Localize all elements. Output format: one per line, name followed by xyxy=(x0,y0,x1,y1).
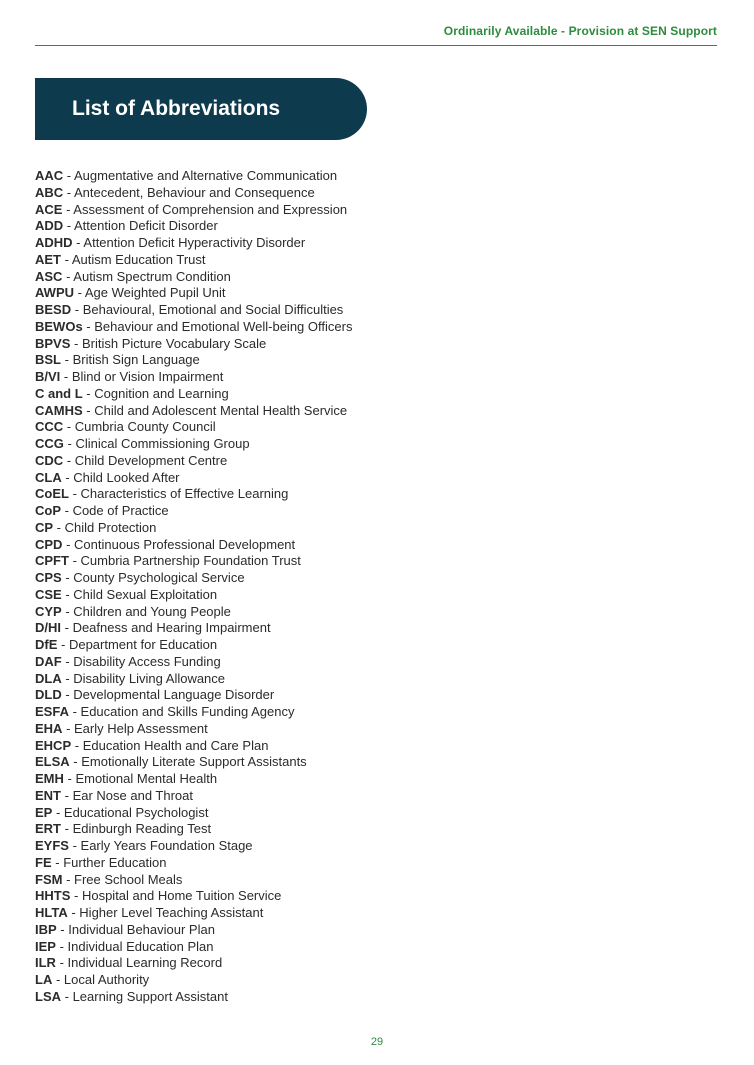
abbreviation-term: CPFT xyxy=(35,553,69,569)
abbreviation-entry xyxy=(35,369,435,386)
abbreviation-entry xyxy=(35,470,435,487)
abbreviation-separator: - xyxy=(82,385,95,401)
abbreviation-entry xyxy=(35,386,435,403)
abbreviation-entry xyxy=(35,570,435,587)
abbreviation-meaning: Augmentative and Alternative Communication xyxy=(74,168,338,183)
abbreviation-meaning: Autism Education Trust xyxy=(71,251,206,267)
abbreviation-term: ILR xyxy=(35,955,56,971)
abbreviation-separator: - xyxy=(63,218,75,234)
abbreviation-term: LA xyxy=(35,972,53,987)
abbreviation-meaning: Deafness and Hearing Impairment xyxy=(72,620,271,636)
abbreviation-entry xyxy=(35,587,435,604)
abbreviation-entry xyxy=(35,738,435,755)
abbreviation-separator: - xyxy=(68,838,81,853)
abbreviation-meaning: Age Weighted Pupil Unit xyxy=(84,285,226,301)
abbreviation-term: IBP xyxy=(35,921,57,937)
abbreviation-term: CoEL xyxy=(35,486,69,502)
abbreviation-meaning: Disability Living Allowance xyxy=(73,670,226,686)
abbreviation-separator: - xyxy=(61,352,73,368)
abbreviation-term: CPD xyxy=(35,536,63,552)
abbreviation-entry xyxy=(35,754,435,771)
abbreviation-meaning: Edinburgh Reading Test xyxy=(72,821,212,837)
abbreviation-meaning: Emotionally Literate Support Assistants xyxy=(81,754,307,770)
abbreviation-meaning: Cognition and Learning xyxy=(94,385,229,401)
abbreviation-meaning: Child Protection xyxy=(64,519,157,535)
abbreviation-term: ADD xyxy=(35,218,64,234)
header-divider xyxy=(35,45,717,46)
abbreviation-entry xyxy=(35,620,435,637)
abbreviation-term: ADHD xyxy=(35,235,73,250)
abbreviation-entry xyxy=(35,838,435,855)
abbreviation-entry xyxy=(35,302,435,319)
abbreviation-entry xyxy=(35,352,435,369)
abbreviation-entry xyxy=(35,955,435,972)
abbreviation-term: B/VI xyxy=(35,369,61,384)
abbreviation-entry xyxy=(35,235,435,252)
page-title: List of Abbreviations xyxy=(72,97,281,120)
abbreviation-term: IEP xyxy=(35,938,56,954)
abbreviation-separator: - xyxy=(82,318,95,334)
abbreviation-term: CCC xyxy=(35,419,64,435)
abbreviation-entry xyxy=(35,269,435,286)
abbreviation-entry xyxy=(35,185,435,202)
abbreviation-separator: - xyxy=(63,184,75,200)
abbreviation-separator: - xyxy=(74,285,85,301)
abbreviation-term: AET xyxy=(35,251,61,267)
abbreviation-term: EP xyxy=(35,804,53,820)
abbreviation-separator: - xyxy=(61,251,72,267)
abbreviation-entry xyxy=(35,202,435,219)
abbreviation-entry xyxy=(35,520,435,537)
abbreviation-meaning: Hospital and Home Tuition Service xyxy=(81,888,282,904)
abbreviation-separator: - xyxy=(82,402,95,418)
abbreviation-list xyxy=(35,168,435,1006)
abbreviation-term: ESFA xyxy=(35,704,69,719)
abbreviation-meaning: Assessment of Comprehension and Expression xyxy=(73,201,348,217)
abbreviation-entry xyxy=(35,403,435,420)
abbreviation-meaning: British Picture Vocabulary Scale xyxy=(81,335,267,351)
abbreviation-separator: - xyxy=(61,988,73,1004)
abbreviation-meaning: County Psychological Service xyxy=(73,570,245,585)
abbreviation-separator: - xyxy=(71,737,83,753)
abbreviation-entry xyxy=(35,855,435,872)
abbreviation-meaning: Characteristics of Effective Learning xyxy=(80,486,289,502)
abbreviation-entry xyxy=(35,788,435,805)
abbreviation-separator: - xyxy=(63,771,76,786)
abbreviation-separator: - xyxy=(52,804,64,820)
abbreviation-meaning: Early Years Foundation Stage xyxy=(80,838,253,853)
abbreviation-term: CP xyxy=(35,519,54,535)
abbreviation-entry xyxy=(35,821,435,838)
abbreviation-entry xyxy=(35,939,435,956)
abbreviation-entry xyxy=(35,637,435,654)
abbreviation-term: ELSA xyxy=(35,754,70,770)
abbreviation-term: CCG xyxy=(35,436,64,451)
abbreviation-separator: - xyxy=(62,268,74,284)
running-header-title: Ordinarily Available - Provision at SEN Support xyxy=(443,24,717,38)
abbreviation-term: EHA xyxy=(35,720,63,736)
abbreviation-separator: - xyxy=(63,168,75,183)
abbreviation-entry xyxy=(35,704,435,721)
abbreviation-term: EMH xyxy=(35,771,64,786)
abbreviation-separator: - xyxy=(68,553,81,569)
abbreviation-separator: - xyxy=(61,787,73,803)
abbreviation-meaning: Blind or Vision Impairment xyxy=(71,369,224,384)
abbreviation-term: LSA xyxy=(35,988,61,1004)
abbreviation-entry xyxy=(35,604,435,621)
abbreviation-term: DAF xyxy=(35,653,62,669)
abbreviation-meaning: Clinical Commissioning Group xyxy=(75,436,250,451)
abbreviation-separator: - xyxy=(68,704,81,719)
abbreviation-entry xyxy=(35,872,435,889)
abbreviation-entry xyxy=(35,419,435,436)
abbreviation-term: CDC xyxy=(35,452,64,468)
abbreviation-term: ASC xyxy=(35,268,63,284)
abbreviation-term: EHCP xyxy=(35,737,72,753)
abbreviation-meaning: Higher Level Teaching Assistant xyxy=(79,905,264,920)
abbreviation-term: CAMHS xyxy=(35,402,83,418)
abbreviation-entry xyxy=(35,687,435,704)
abbreviation-separator: - xyxy=(61,503,73,518)
abbreviation-separator: - xyxy=(72,235,84,250)
abbreviation-separator: - xyxy=(60,369,72,384)
abbreviation-separator: - xyxy=(51,854,64,870)
abbreviation-entry xyxy=(35,553,435,570)
abbreviation-separator: - xyxy=(61,821,73,837)
title-banner xyxy=(35,78,367,140)
abbreviation-meaning: Child Development Centre xyxy=(74,452,228,468)
abbreviation-separator: - xyxy=(61,469,74,485)
abbreviation-separator: - xyxy=(55,938,68,954)
abbreviation-term: D/HI xyxy=(35,620,61,636)
abbreviation-meaning: Early Help Assessment xyxy=(74,720,208,736)
abbreviation-meaning: Emotional Mental Health xyxy=(75,771,218,786)
abbreviation-separator: - xyxy=(62,720,75,736)
abbreviation-meaning: Behavioural, Emotional and Social Difficulties xyxy=(82,302,344,317)
abbreviation-separator: - xyxy=(70,888,82,904)
abbreviation-meaning: Free School Meals xyxy=(74,871,183,887)
abbreviation-term: AWPU xyxy=(35,285,74,301)
abbreviation-term: ABC xyxy=(35,184,64,200)
abbreviation-separator: - xyxy=(63,419,75,435)
abbreviation-term: EYFS xyxy=(35,838,69,853)
abbreviation-meaning: Attention Deficit Hyperactivity Disorder xyxy=(83,235,306,250)
abbreviation-separator: - xyxy=(68,486,81,502)
abbreviation-entry xyxy=(35,503,435,520)
abbreviation-entry xyxy=(35,972,435,989)
abbreviation-entry xyxy=(35,654,435,671)
abbreviation-meaning: Local Authority xyxy=(63,972,150,987)
abbreviation-entry xyxy=(35,218,435,235)
abbreviation-separator: - xyxy=(67,905,80,920)
abbreviation-separator: - xyxy=(56,921,69,937)
abbreviation-term: CYP xyxy=(35,603,62,619)
abbreviation-term: DfE xyxy=(35,637,58,652)
page-number: 29 xyxy=(370,1036,384,1048)
abbreviation-separator: - xyxy=(62,871,75,887)
abbreviation-entry xyxy=(35,721,435,738)
abbreviation-term: HLTA xyxy=(35,905,68,920)
abbreviation-meaning: Autism Spectrum Condition xyxy=(73,268,231,284)
abbreviation-entry xyxy=(35,168,435,185)
abbreviation-separator: - xyxy=(62,201,74,217)
abbreviation-term: ACE xyxy=(35,201,63,217)
abbreviation-entry xyxy=(35,336,435,353)
abbreviation-meaning: Ear Nose and Throat xyxy=(72,787,194,803)
abbreviation-meaning: Cumbria Partnership Foundation Trust xyxy=(80,553,301,569)
abbreviation-meaning: Behaviour and Emotional Well-being Officers xyxy=(94,318,353,334)
abbreviation-entry xyxy=(35,537,435,554)
abbreviation-term: BEWOs xyxy=(35,318,83,334)
abbreviation-term: CPS xyxy=(35,570,62,585)
abbreviation-term: HHTS xyxy=(35,888,71,904)
abbreviation-meaning: Continuous Professional Development xyxy=(74,536,296,552)
abbreviation-term: C and L xyxy=(35,385,83,401)
abbreviation-entry xyxy=(35,805,435,822)
abbreviation-meaning: Child Sexual Exploitation xyxy=(73,586,218,602)
abbreviation-term: FE xyxy=(35,854,52,870)
abbreviation-separator: - xyxy=(53,519,65,535)
abbreviation-meaning: Disability Access Funding xyxy=(73,653,221,669)
abbreviation-meaning: Antecedent, Behaviour and Consequence xyxy=(74,184,315,200)
abbreviation-term: AAC xyxy=(35,168,64,183)
abbreviation-entry xyxy=(35,436,435,453)
abbreviation-entry xyxy=(35,905,435,922)
abbreviation-separator: - xyxy=(61,603,74,619)
abbreviation-separator: - xyxy=(62,536,75,552)
abbreviation-term: BSL xyxy=(35,352,61,368)
abbreviation-entry xyxy=(35,671,435,688)
abbreviation-entry xyxy=(35,888,435,905)
abbreviation-term: CLA xyxy=(35,469,62,485)
abbreviation-separator: - xyxy=(70,335,82,351)
abbreviation-separator: - xyxy=(61,570,74,585)
abbreviation-separator: - xyxy=(61,670,74,686)
abbreviation-meaning: Children and Young People xyxy=(73,603,231,619)
abbreviation-separator: - xyxy=(69,754,82,770)
abbreviation-term: DLD xyxy=(35,687,62,703)
abbreviation-term: ERT xyxy=(35,821,61,837)
abbreviation-meaning: Department for Education xyxy=(68,637,218,652)
abbreviation-term: CoP xyxy=(35,503,61,518)
abbreviation-term: CSE xyxy=(35,586,62,602)
abbreviation-meaning: Individual Learning Record xyxy=(67,955,223,971)
abbreviation-term: BPVS xyxy=(35,335,71,351)
abbreviation-separator: - xyxy=(52,972,64,987)
abbreviation-meaning: Individual Education Plan xyxy=(67,938,214,954)
abbreviation-entry xyxy=(35,771,435,788)
abbreviation-separator: - xyxy=(61,653,74,669)
abbreviation-term: BESD xyxy=(35,302,72,317)
abbreviation-term: ENT xyxy=(35,787,61,803)
abbreviation-separator: - xyxy=(71,302,83,317)
abbreviation-entry xyxy=(35,319,435,336)
abbreviation-meaning: Child Looked After xyxy=(73,469,180,485)
abbreviation-meaning: British Sign Language xyxy=(72,352,200,368)
abbreviation-meaning: Education Health and Care Plan xyxy=(82,737,269,753)
abbreviation-entry xyxy=(35,989,435,1006)
abbreviation-separator: - xyxy=(63,436,76,451)
abbreviation-meaning: Learning Support Assistant xyxy=(72,988,228,1004)
abbreviation-separator: - xyxy=(61,687,74,703)
abbreviation-entry xyxy=(35,285,435,302)
abbreviation-term: DLA xyxy=(35,670,62,686)
abbreviation-separator: - xyxy=(63,452,75,468)
abbreviation-separator: - xyxy=(61,586,74,602)
abbreviation-meaning: Further Education xyxy=(63,854,167,870)
abbreviation-meaning: Education and Skills Funding Agency xyxy=(80,704,295,719)
abbreviation-term: FSM xyxy=(35,871,63,887)
abbreviation-separator: - xyxy=(57,637,69,652)
abbreviation-meaning: Child and Adolescent Mental Health Service xyxy=(94,402,348,418)
abbreviation-entry xyxy=(35,453,435,470)
abbreviation-separator: - xyxy=(61,620,73,636)
abbreviation-meaning: Cumbria County Council xyxy=(74,419,216,435)
abbreviation-meaning: Developmental Language Disorder xyxy=(73,687,275,703)
abbreviation-entry xyxy=(35,252,435,269)
abbreviation-entry xyxy=(35,922,435,939)
abbreviation-meaning: Attention Deficit Disorder xyxy=(74,218,218,234)
abbreviation-entry xyxy=(35,486,435,503)
abbreviation-separator: - xyxy=(55,955,68,971)
abbreviation-meaning: Code of Practice xyxy=(72,503,169,518)
abbreviation-meaning: Educational Psychologist xyxy=(63,804,209,820)
abbreviation-meaning: Individual Behaviour Plan xyxy=(68,921,215,937)
